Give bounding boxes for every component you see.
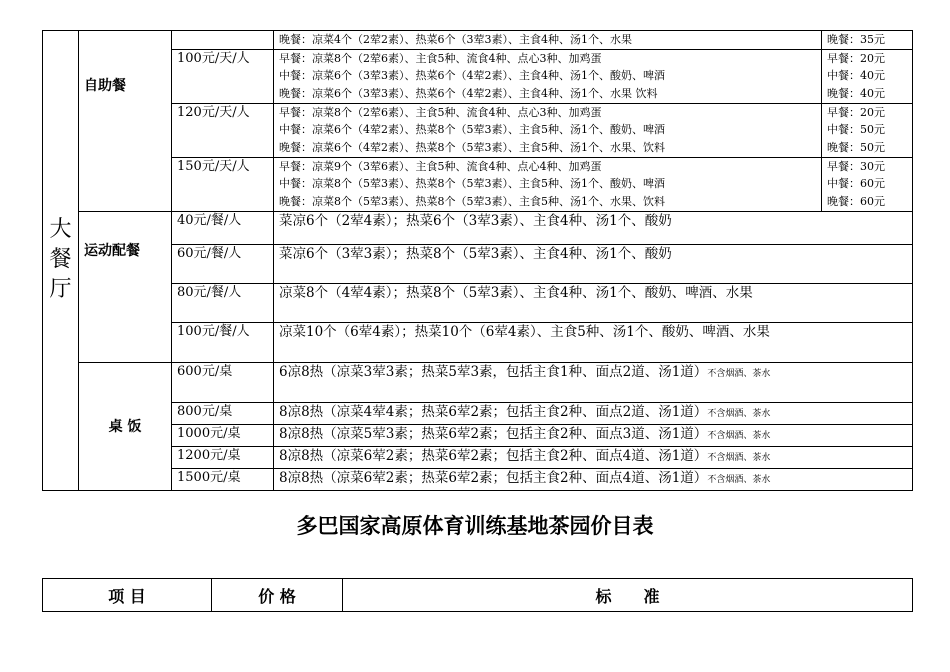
buffet-tier-menu: 早餐：凉菜8个（2荤6素）、主食5种、流食4种、点心3种、加鸡蛋 中餐：凉菜6个（4荤2素）、热菜8个（5荤3素）、主食5种、汤1个、酸奶、啤酒 晚餐：凉菜6个（4荤2素）、热菜8个（5荤3素）、主食5种、汤1个、水果、饮料	[274, 103, 822, 157]
sports-price: 80元/餐/人	[172, 283, 274, 322]
table-meal-note: 不含烟酒、茶水	[707, 430, 771, 441]
sports-price: 60元/餐/人	[172, 244, 274, 283]
table-meal-category: 桌 饭	[79, 362, 172, 490]
table-meal-price: 600元/桌	[172, 362, 274, 402]
table-meal-price: 800元/桌	[172, 402, 274, 424]
buffet-top-dinner-menu: 晚餐：凉菜4个（2荤2素）、热菜6个（3荤3素）、主食4种、汤1个、水果	[274, 31, 822, 50]
sports-desc: 凉菜8个（4荤4素）；热菜8个（5荤3素）、主食4种、汤1个、酸奶、啤酒、水果	[274, 283, 913, 322]
table-meal-note: 不含烟酒、茶水	[707, 368, 771, 379]
header-price: 价 格	[212, 579, 343, 612]
header-item: 项 目	[43, 579, 212, 612]
sports-price: 40元/餐/人	[172, 211, 274, 244]
header-standard: 标 准	[343, 579, 913, 612]
buffet-tier-price: 100元/天/人	[172, 49, 274, 103]
buffet-tier-meal-prices: 早餐：20元 中餐：50元 晚餐：50元	[822, 103, 913, 157]
table-meal-desc: 8凉8热（凉菜6荤2素；热菜6荤2素；包括主食2种、面点4道、汤1道）不含烟酒、茶水	[274, 468, 913, 490]
buffet-tier-price: 150元/天/人	[172, 157, 274, 211]
buffet-tier-menu: 早餐：凉菜9个（3荤6素）、主食5种、流食4种、点心4种、加鸡蛋 中餐：凉菜8个（5荤3素）、热菜8个（5荤3素）、主食5种、汤1个、酸奶、啤酒 晚餐：凉菜8个（5荤3素）、热菜8个（5荤3素）、主食5种、汤1个、水果、饮料	[274, 157, 822, 211]
sports-desc: 凉菜10个（6荤4素）；热菜10个（6荤4素）、主食5种、汤1个、酸奶、啤酒、水果	[274, 322, 913, 362]
table-meal-desc: 6凉8热（凉菜3荤3素；热菜5荤3素，包括主食1种、面点2道、汤1道）不含烟酒、茶水	[274, 362, 913, 402]
buffet-tier-meal-prices: 早餐：30元 中餐：60元 晚餐：60元	[822, 157, 913, 211]
sports-desc: 菜凉6个（3荤3素）；热菜8个（5荤3素）、主食4种、汤1个、酸奶	[274, 244, 913, 283]
table-meal-desc: 8凉8热（凉菜5荤3素；热菜6荤2素；包括主食2种、面点3道、汤1道）不含烟酒、茶水	[274, 424, 913, 446]
buffet-top-dinner-price: 晚餐：35元	[822, 31, 913, 50]
buffet-category: 自助餐	[79, 31, 172, 212]
tea-garden-title: 多巴国家高原体育训练基地茶园价目表	[296, 514, 654, 538]
sports-desc: 菜凉6个（2荤4素）；热菜6个（3荤3素）、主食4种、汤1个、酸奶	[274, 211, 913, 244]
tea-garden-header-table	[42, 578, 913, 612]
restaurant-price-table	[42, 30, 913, 491]
table-meal-price: 1500元/桌	[172, 468, 274, 490]
table-meal-desc: 8凉8热（凉菜6荤2素；热菜6荤2素；包括主食2种、面点4道、汤1道）不含烟酒、茶水	[274, 446, 913, 468]
table-meal-price: 1000元/桌	[172, 424, 274, 446]
table-meal-price: 1200元/桌	[172, 446, 274, 468]
hall-label: 大餐厅	[43, 31, 79, 491]
sports-price: 100元/餐/人	[172, 322, 274, 362]
buffet-tier-meal-prices: 早餐：20元 中餐：40元 晚餐：40元	[822, 49, 913, 103]
sports-category: 运动配餐	[79, 211, 172, 362]
buffet-tier-price: 120元/天/人	[172, 103, 274, 157]
buffet-top-price-cell	[172, 31, 274, 50]
table-meal-note: 不含烟酒、茶水	[707, 408, 771, 419]
table-meal-note: 不含烟酒、茶水	[707, 474, 771, 485]
table-meal-desc: 8凉8热（凉菜4荤4素；热菜6荤2素；包括主食2种、面点2道、汤1道）不含烟酒、茶水	[274, 402, 913, 424]
buffet-tier-menu: 早餐：凉菜8个（2荤6素）、主食5种、流食4种、点心3种、加鸡蛋 中餐：凉菜6个（3荤3素）、热菜6个（4荤2素）、主食4种、汤1个、酸奶、啤酒 晚餐：凉菜6个（3荤3素）、热菜6个（4荤2素）、主食4种、汤1个、水果 饮料	[274, 49, 822, 103]
table-meal-note: 不含烟酒、茶水	[707, 452, 771, 463]
